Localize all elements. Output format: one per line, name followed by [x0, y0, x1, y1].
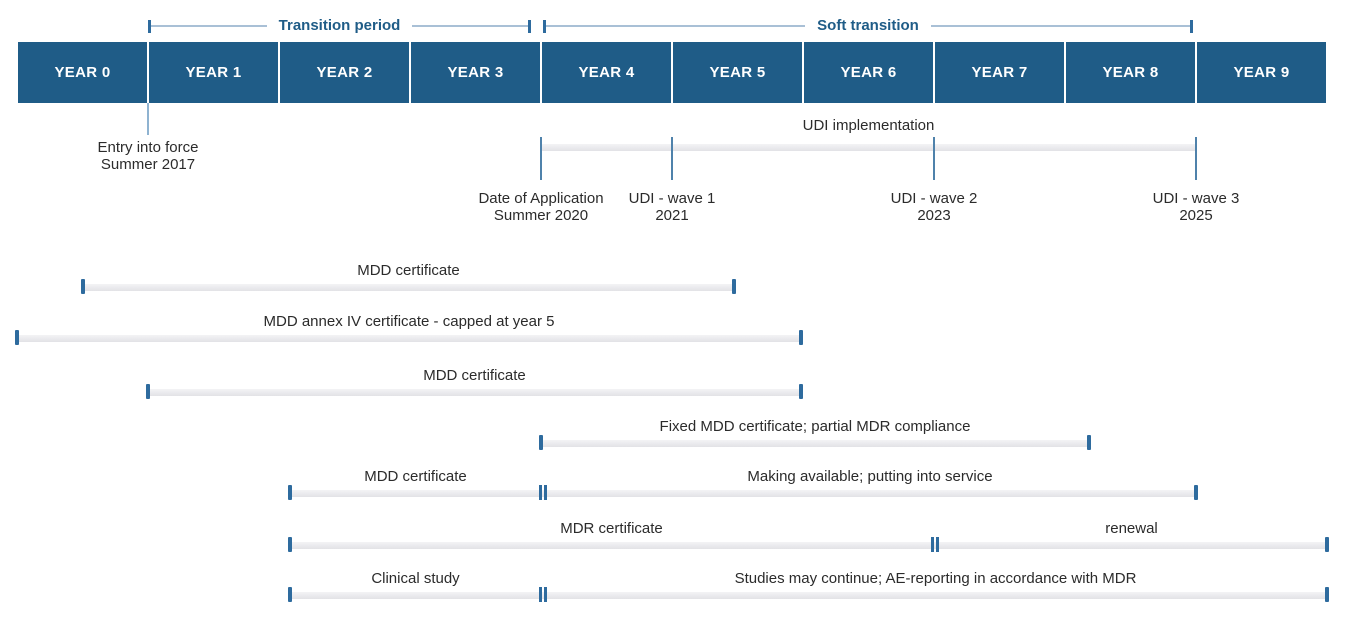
segment-label: MDD annex IV certificate - capped at year 5 — [263, 313, 555, 330]
junction-tick-left — [539, 587, 542, 602]
year-cell-6: YEAR 6 — [804, 42, 933, 103]
udi-milestone-tick-2 — [933, 137, 935, 180]
udi-milestone-line2: Summer 2020 — [493, 207, 589, 224]
year-cell-0: YEAR 0 — [18, 42, 147, 103]
bar-end-tick — [732, 279, 736, 294]
year-cell-9: YEAR 9 — [1197, 42, 1326, 103]
junction-tick-left — [931, 537, 934, 552]
entry-into-force-label — [0, 139, 298, 173]
bracket-line — [931, 25, 1190, 27]
bracket-end-tick — [1190, 20, 1193, 33]
udi-implementation-bar — [541, 144, 1196, 151]
year-cell-2: YEAR 2 — [280, 42, 409, 103]
segment-label: Fixed MDD certificate; partial MDR compliance — [659, 418, 971, 435]
segment-label: MDR certificate — [560, 520, 663, 537]
year-cell-5: YEAR 5 — [673, 42, 802, 103]
udi-milestone-line1: UDI - wave 3 — [1152, 190, 1240, 207]
bar-end-tick — [1194, 485, 1198, 500]
bracket-line — [151, 25, 267, 27]
year-cell-3: YEAR 3 — [411, 42, 540, 103]
udi-milestone-line1: UDI - wave 2 — [890, 190, 978, 207]
udi-implementation-label: UDI implementation — [802, 117, 935, 134]
segment-label: Making available; putting into service — [747, 468, 993, 485]
segment-label: MDD certificate — [357, 262, 460, 279]
bracket-label: Soft transition — [817, 17, 919, 34]
bar-start-tick — [81, 279, 85, 294]
bar-end-tick — [1325, 587, 1329, 602]
udi-milestone-label-2 — [824, 190, 1044, 224]
bracket-0 — [148, 19, 531, 33]
udi-milestone-line2: 2023 — [917, 207, 951, 224]
bar-end-tick — [799, 330, 803, 345]
bracket-line — [546, 25, 805, 27]
timeline-bar — [290, 592, 1327, 599]
year-cell-7: YEAR 7 — [935, 42, 1064, 103]
bar-start-tick — [539, 435, 543, 450]
udi-milestone-label-3 — [1086, 190, 1306, 224]
timeline-bar — [148, 389, 801, 396]
bar-end-tick — [799, 384, 803, 399]
entry-into-force-tick — [147, 103, 149, 135]
udi-milestone-label-1 — [562, 190, 782, 224]
bar-start-tick — [288, 485, 292, 500]
udi-milestone-tick-1 — [671, 137, 673, 180]
timeline-bar — [541, 440, 1089, 447]
timeline-bar — [290, 542, 1327, 549]
junction-tick-right — [544, 485, 547, 500]
segment-label: MDD certificate — [423, 367, 526, 384]
bracket-1 — [543, 19, 1193, 33]
junction-tick-left — [539, 485, 542, 500]
bar-start-tick — [15, 330, 19, 345]
junction-tick-right — [936, 537, 939, 552]
bar-start-tick — [146, 384, 150, 399]
timeline-bar — [290, 490, 1196, 497]
entry-line1: Entry into force — [97, 139, 199, 156]
udi-milestone-line1: Date of Application — [478, 190, 604, 207]
bar-end-tick — [1087, 435, 1091, 450]
udi-milestone-line1: UDI - wave 1 — [628, 190, 716, 207]
timeline-bar — [83, 284, 734, 291]
bar-start-tick — [288, 587, 292, 602]
segment-label: renewal — [1105, 520, 1158, 537]
udi-milestone-line2: 2025 — [1179, 207, 1213, 224]
bar-start-tick — [288, 537, 292, 552]
udi-milestone-tick-3 — [1195, 137, 1197, 180]
bracket-line — [412, 25, 528, 27]
segment-label: Clinical study — [371, 570, 460, 587]
timeline-bar — [17, 335, 801, 342]
junction-tick-right — [544, 587, 547, 602]
udi-milestone-tick-0 — [540, 137, 542, 180]
udi-milestone-line2: 2021 — [655, 207, 689, 224]
segment-label: MDD certificate — [364, 468, 467, 485]
bracket-end-tick — [528, 20, 531, 33]
year-cell-1: YEAR 1 — [149, 42, 278, 103]
segment-label: Studies may continue; AE-reporting in accordance with MDR — [734, 570, 1137, 587]
bracket-label: Transition period — [278, 17, 401, 34]
year-cell-4: YEAR 4 — [542, 42, 671, 103]
bar-end-tick — [1325, 537, 1329, 552]
entry-line2: Summer 2017 — [100, 156, 196, 173]
year-cell-8: YEAR 8 — [1066, 42, 1195, 103]
